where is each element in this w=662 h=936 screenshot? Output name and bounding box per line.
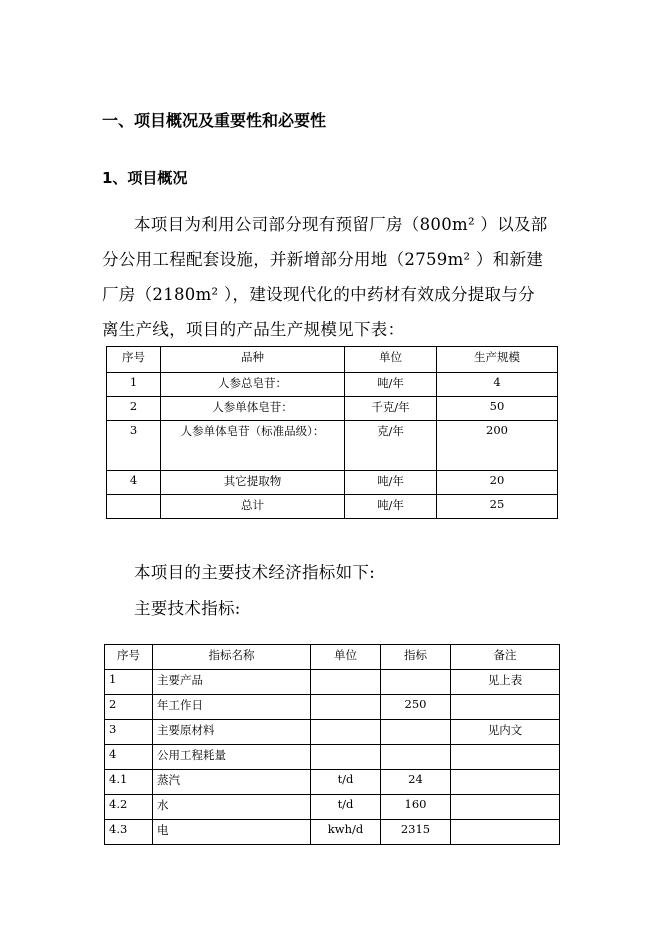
header-cell: 单位 <box>345 347 437 373</box>
header-cell: 品种 <box>161 347 345 373</box>
cell: 千克/年 <box>345 397 437 421</box>
indicators-title: 主要技术指标: <box>134 599 241 618</box>
cell: 4.3 <box>105 820 153 845</box>
production-scale-table <box>106 346 558 519</box>
cell: 250 <box>381 695 451 720</box>
cell: 电 <box>153 820 311 845</box>
cell: 主要产品 <box>153 670 311 695</box>
cell: t/d <box>311 770 381 795</box>
header-cell: 生产规模 <box>437 347 558 373</box>
cell <box>451 745 560 770</box>
header-cell: 备注 <box>451 645 560 670</box>
cell: 人参单体皂苷： <box>161 397 345 421</box>
header-cell: 序号 <box>105 645 153 670</box>
table-row <box>105 795 560 820</box>
cell: 2 <box>107 397 161 421</box>
table-row <box>105 820 560 845</box>
cell: 4 <box>107 471 161 495</box>
table-row <box>105 720 560 745</box>
cell <box>381 745 451 770</box>
indicators-intro: 本项目的主要技术经济指标如下: <box>134 563 376 582</box>
cell: 吨/年 <box>345 373 437 397</box>
cell <box>381 720 451 745</box>
subsection-heading: 1、项目概况 <box>102 169 188 187</box>
intro-line: 本项目为利用公司部分现有预留厂房（800m² ）以及部 <box>134 215 548 234</box>
intro-line: 厂房（2180m² ），建设现代化的中药材有效成分提取与分 <box>102 285 535 304</box>
cell <box>107 495 161 519</box>
table-row <box>107 471 558 495</box>
cell <box>311 745 381 770</box>
cell <box>311 670 381 695</box>
indicators-caption <box>102 591 562 626</box>
cell: 20 <box>437 471 558 495</box>
cell: 见上表 <box>451 670 560 695</box>
cell: 其它提取物 <box>161 471 345 495</box>
table-row <box>105 770 560 795</box>
cell: 4.1 <box>105 770 153 795</box>
cell: 1 <box>107 373 161 397</box>
table-row <box>105 695 560 720</box>
cell: 见内文 <box>451 720 560 745</box>
section-heading: 一、项目概况及重要性和必要性 <box>102 111 327 130</box>
cell: 蒸汽 <box>153 770 311 795</box>
cell <box>311 695 381 720</box>
indicators-paragraph <box>102 555 562 590</box>
header-cell: 指标名称 <box>153 645 311 670</box>
cell: 1 <box>105 670 153 695</box>
cell: 25 <box>437 495 558 519</box>
table-header-row <box>105 645 560 670</box>
header-cell: 指标 <box>381 645 451 670</box>
cell: 3 <box>105 720 153 745</box>
cell <box>451 695 560 720</box>
cell: 人参单体皂苷（标准品级）： <box>161 421 345 471</box>
intro-paragraph <box>102 207 562 347</box>
cell <box>451 795 560 820</box>
table-row <box>107 373 558 397</box>
cell: 公用工程耗量 <box>153 745 311 770</box>
header-cell: 序号 <box>107 347 161 373</box>
cell <box>381 670 451 695</box>
intro-line: 分公用工程配套设施，并新增部分用地（2759m² ）和新建 <box>102 250 544 269</box>
cell: 160 <box>381 795 451 820</box>
cell: 200 <box>437 421 558 471</box>
cell: 吨/年 <box>345 471 437 495</box>
cell: 4.2 <box>105 795 153 820</box>
cell: 水 <box>153 795 311 820</box>
cell: 3 <box>107 421 161 471</box>
cell: 4 <box>437 373 558 397</box>
cell: kwh/d <box>311 820 381 845</box>
indicators-table <box>104 644 560 845</box>
cell <box>311 720 381 745</box>
table-row <box>105 670 560 695</box>
cell <box>451 770 560 795</box>
table-row <box>107 495 558 519</box>
cell: 人参总皂苷： <box>161 373 345 397</box>
cell: 克/年 <box>345 421 437 471</box>
cell: 总计 <box>161 495 345 519</box>
table-row <box>105 745 560 770</box>
header-cell: 单位 <box>311 645 381 670</box>
table-row <box>107 397 558 421</box>
cell: 24 <box>381 770 451 795</box>
cell: 主要原材料 <box>153 720 311 745</box>
cell: t/d <box>311 795 381 820</box>
table-row <box>107 421 558 471</box>
cell: 50 <box>437 397 558 421</box>
cell: 4 <box>105 745 153 770</box>
cell: 2 <box>105 695 153 720</box>
cell: 2315 <box>381 820 451 845</box>
intro-line: 离生产线，项目的产品生产规模见下表： <box>102 320 405 339</box>
cell <box>451 820 560 845</box>
cell: 年工作日 <box>153 695 311 720</box>
cell: 吨/年 <box>345 495 437 519</box>
